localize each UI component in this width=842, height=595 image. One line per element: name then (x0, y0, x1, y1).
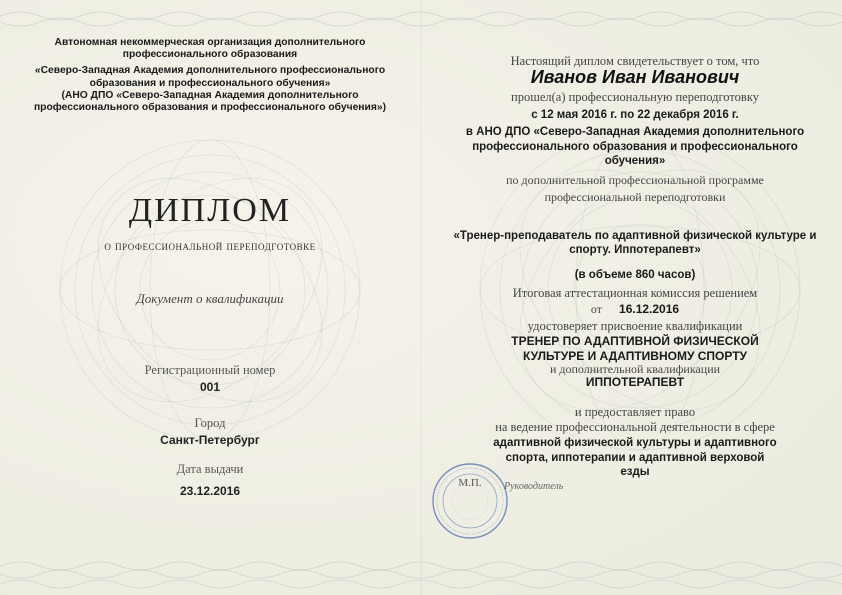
issue-date-value: 23.12.2016 (179, 484, 241, 498)
additional-qualification-label: и дополнительной квалификации (549, 362, 721, 376)
diploma-subtitle: о профессиональной переподготовке (104, 238, 316, 253)
org-line: в АНО ДПО «Северо-Западная Академия дополнительного (465, 126, 805, 138)
program-name-line: «Тренер-преподаватель по адаптивной физической культуре и (453, 230, 817, 242)
registration-label: Регистрационный номер (144, 363, 276, 377)
grants-text: и предоставляет право (574, 405, 696, 419)
org-line: «Северо-Западная Академия дополнительного профессионального (34, 65, 386, 77)
decision-date: 16.12.2016 (619, 302, 680, 316)
org-line: профессионального образования и профессионального обучения») (33, 102, 387, 114)
org-line: образования и профессионального обучения» (89, 77, 331, 89)
document-type: Документ о квалификации (136, 291, 284, 306)
seal-stamp (430, 461, 510, 541)
program-name-line: спорту. Иппотерапевт» (569, 244, 701, 256)
city-label: Город (194, 416, 226, 430)
org-line: (АНО ДПО «Северо-Западная Академия дополнительного (61, 89, 359, 101)
left-rosette (54, 134, 365, 445)
program-name (430, 229, 840, 257)
passed-text: прошел(а) профессиональную переподготовку (511, 90, 759, 104)
certifies-text: удостоверяет присвоение квалификации (527, 319, 743, 333)
decision-prefix: от (590, 302, 603, 316)
activity-label: на ведение профессиональной деятельности в сфере (495, 420, 775, 434)
qualification-line: КУЛЬТУРЕ И АДАПТИВНОМУ СПОРТУ (522, 348, 748, 363)
head-signature-label: Руководитель (504, 481, 564, 492)
org-line: обучения» (604, 155, 666, 167)
program-line: профессиональной переподготовки (544, 190, 726, 204)
qualification-line: ТРЕНЕР ПО АДАПТИВНОЙ ФИЗИЧЕСКОЙ (511, 334, 759, 348)
org-line: профессионального образования и профессионального (472, 140, 798, 153)
stamp-label: М.П. (458, 477, 482, 489)
right-organization (430, 125, 840, 169)
activity-line: езды (620, 466, 650, 478)
program-line: по дополнительной профессиональной программе (506, 173, 764, 187)
activity-line: адаптивной физической культуры и адаптивного (493, 437, 777, 449)
city-value: Санкт-Петербург (160, 433, 260, 447)
diploma-title: ДИПЛОМ (128, 192, 292, 229)
issue-date-label: Дата выдачи (176, 462, 244, 476)
commission-text: Итоговая аттестационная комиссия решением (512, 286, 758, 300)
program-volume: (в объеме 860 часов) (574, 269, 696, 281)
additional-qualification: ИППОТЕРАПЕВТ (585, 375, 685, 389)
org-line: Автономная некоммерческая организация дополнительного (54, 37, 366, 48)
program-description (440, 172, 830, 206)
person-name: Иванов Иван Иванович (530, 67, 740, 87)
left-organization (10, 37, 410, 114)
intro-text: Настоящий диплом свидетельствует о том, что (510, 54, 760, 68)
org-line: профессионального образования (122, 49, 298, 61)
registration-number: 001 (199, 380, 221, 394)
decision-line (440, 302, 830, 317)
training-period: с 12 мая 2016 г. по 22 декабря 2016 г. (531, 109, 739, 121)
activity-line: спорта, иппотерапии и адаптивной верховой (505, 451, 765, 464)
qualification (440, 334, 830, 363)
